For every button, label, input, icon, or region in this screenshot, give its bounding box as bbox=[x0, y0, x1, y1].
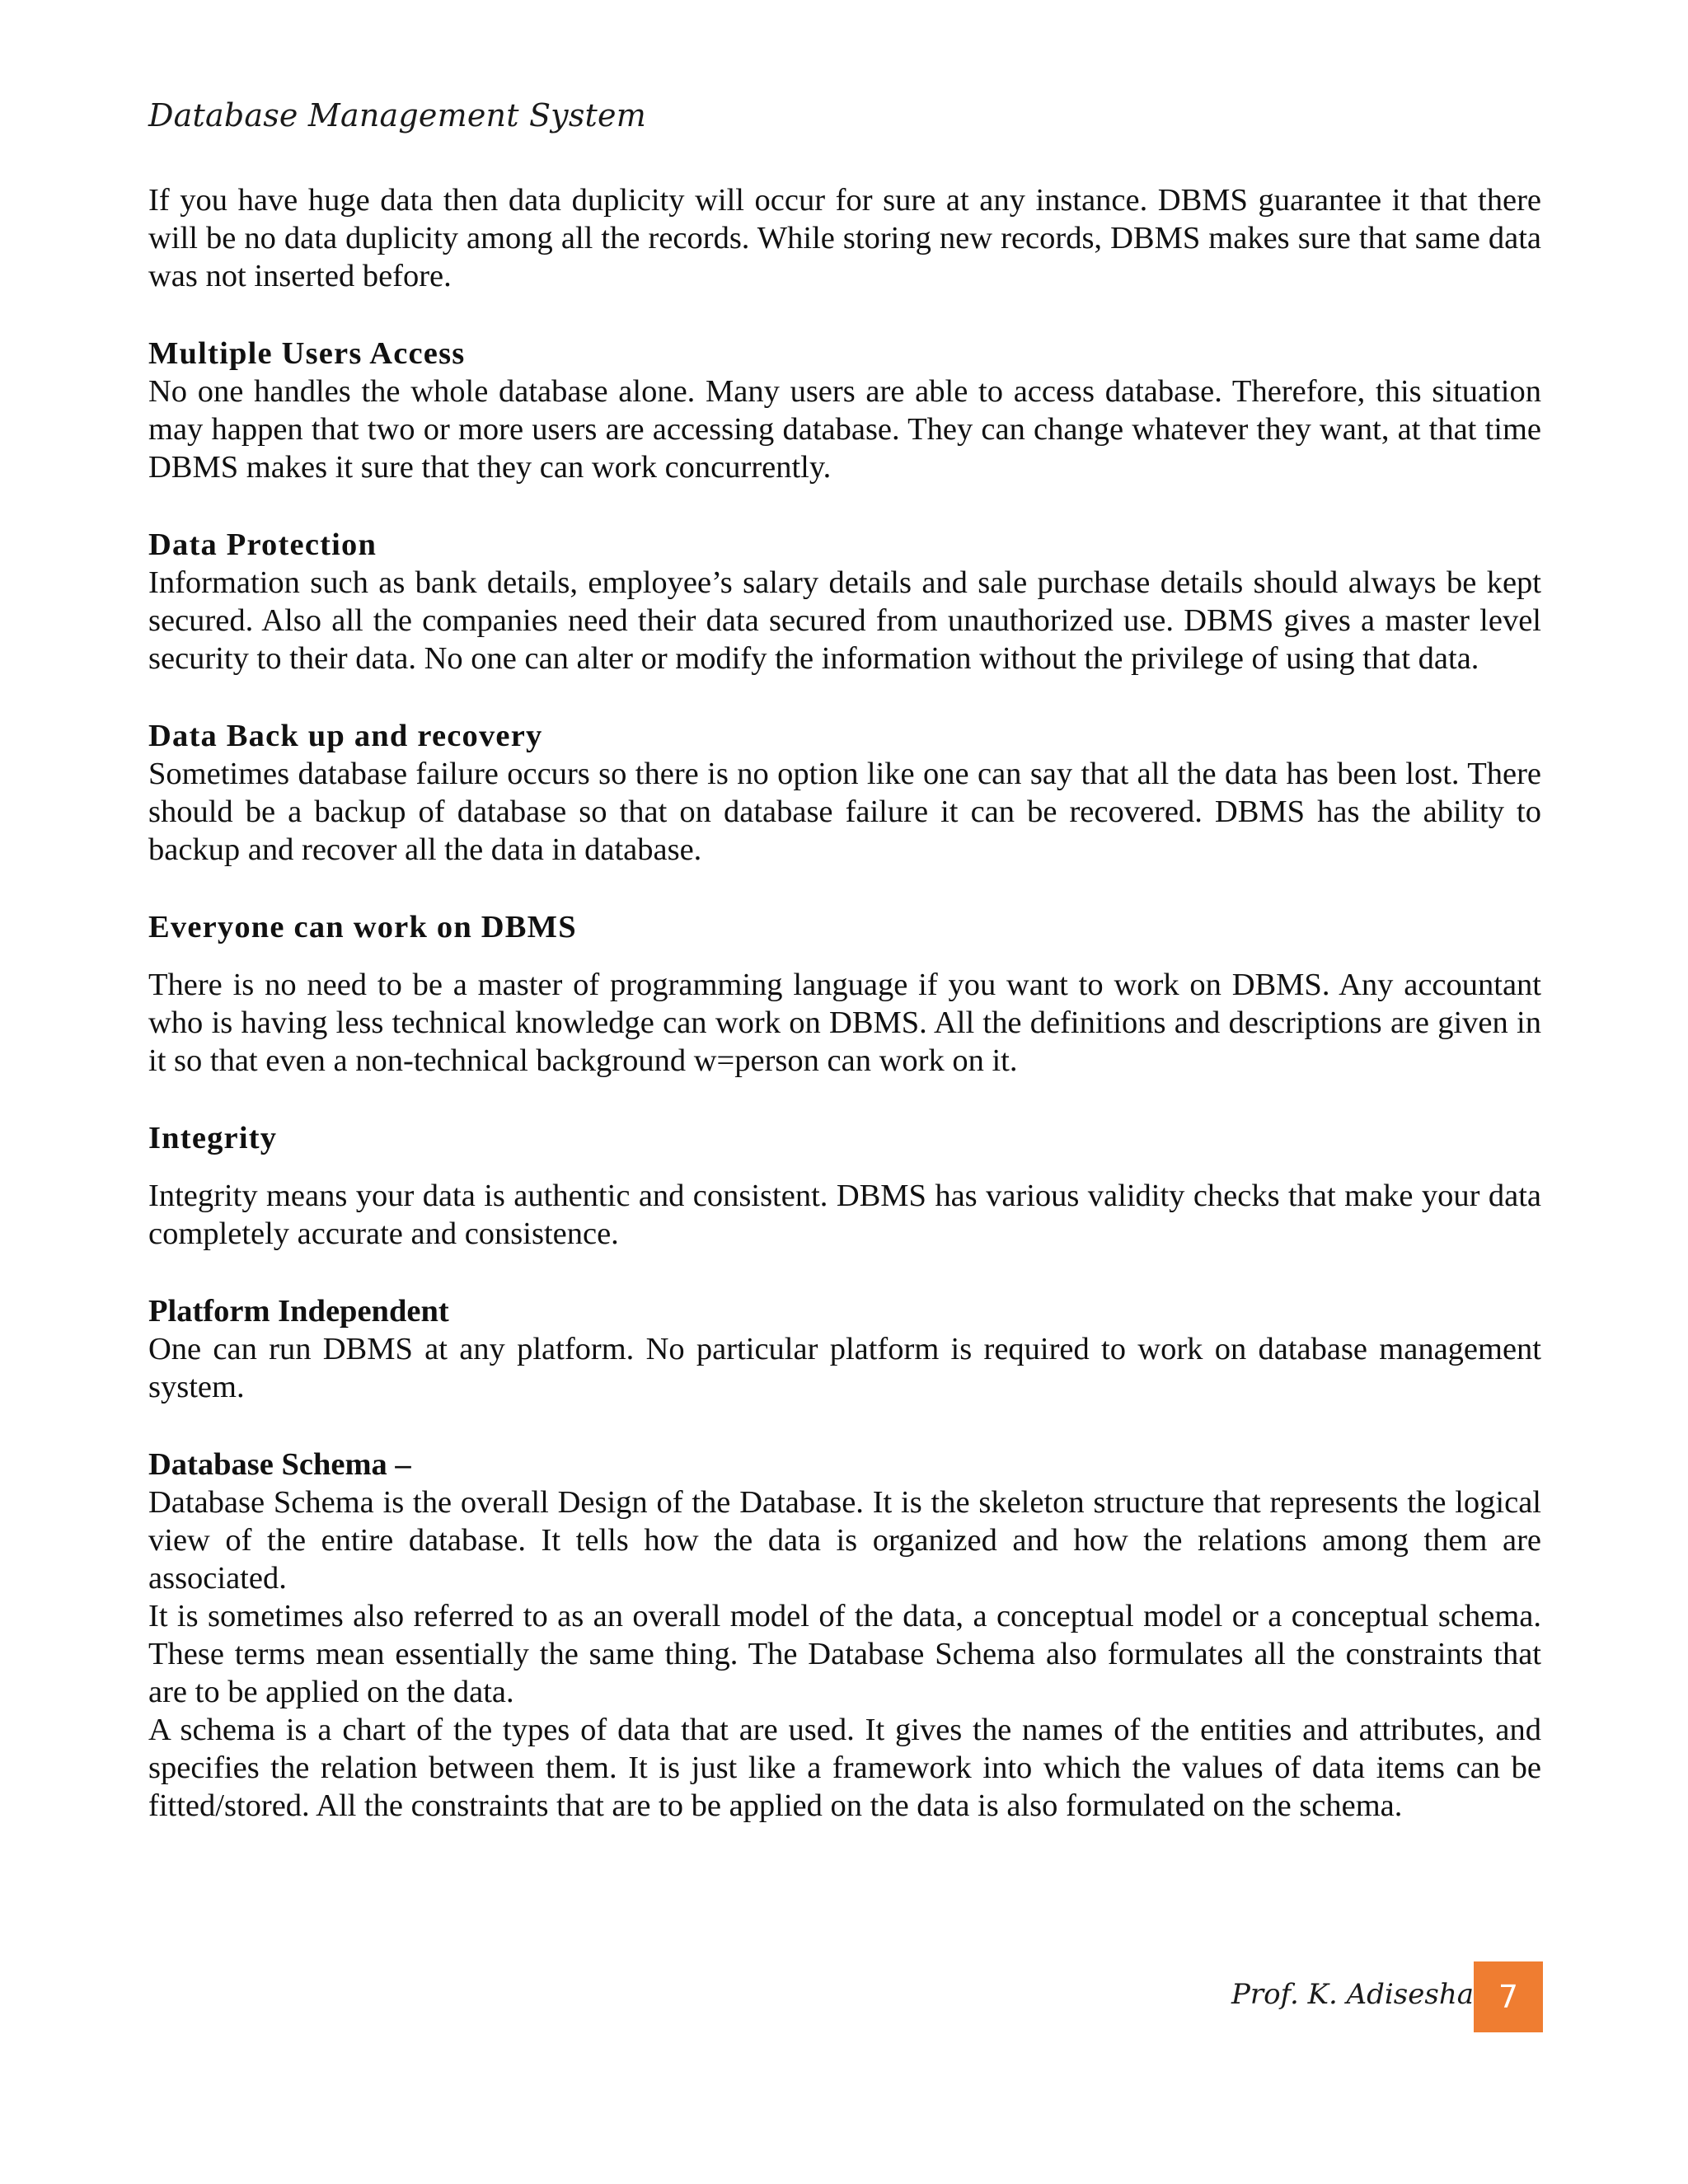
paragraph-multiple-users-access: No one handles the whole database alone. Many users are able to access database. Therefore, this situation may happen that two or more users are accessing database. They can change whatever they want, at that time DBMS makes it sure that they can work concurrently. bbox=[148, 374, 1541, 485]
paragraph-platform-independent: One can run DBMS at any platform. No particular platform is required to work on database management system. bbox=[148, 1332, 1541, 1404]
paragraph-schema-conceptual-model: It is sometimes also referred to as an overall model of the data, a conceptual model or a conceptual schema. These terms mean essentially the same thing. The Database Schema also formulates all the constraints that are to be applied on the data. bbox=[148, 1599, 1541, 1709]
running-header: Database Management System bbox=[148, 97, 646, 134]
paragraph-schema-chart: A schema is a chart of the types of data that are used. It gives the names of the entities and attributes, and specifies the relation between them. It is just like a framework into which the values of data items can be fitted/stored. All the constraints that are to be applied on the data is also formulated on the schema. bbox=[148, 1713, 1541, 1823]
page-number-badge: 7 bbox=[1474, 1961, 1543, 2032]
heading-integrity: Integrity bbox=[148, 1121, 278, 1155]
paragraph-integrity: Integrity means your data is authentic and consistent. DBMS has various validity checks that make your data completely accurate and consistence. bbox=[148, 1179, 1541, 1251]
heading-platform-independent: Platform Independent bbox=[148, 1294, 449, 1329]
document-body bbox=[148, 181, 1541, 1825]
paragraph-data-backup-recovery: Sometimes database failure occurs so there is no option like one can say that all the data has been lost. There should be a backup of database so that on database failure it can be recovered. DBMS has the ability to backup and recover all the data in database. bbox=[148, 757, 1541, 867]
heading-data-backup-recovery: Data Back up and recovery bbox=[148, 719, 543, 753]
heading-database-schema: Database Schema – bbox=[148, 1447, 411, 1482]
heading-data-protection: Data Protection bbox=[148, 527, 377, 562]
paragraph-schema-definition: Database Schema is the overall Design of the Database. It is the skeleton structure that represents the logical view of the entire database. It tells how the data is organized and how the relations among them are associated. bbox=[148, 1485, 1541, 1596]
footer-author: Prof. K. Adisesha bbox=[1231, 1978, 1474, 2011]
heading-multiple-users-access: Multiple Users Access bbox=[148, 336, 466, 371]
paragraph-data-duplicity: If you have huge data then data duplicity will occur for sure at any instance. DBMS guarantee it that there will be no data duplicity among all the records. While storing new records, DBMS makes sure that same data was not inserted before. bbox=[148, 183, 1541, 293]
paragraph-data-protection: Information such as bank details, employee’s salary details and sale purchase details should always be kept secured. Also all the companies need their data secured from unauthorized use. DBMS gives a master level security to their data. No one can alter or modify the information without the privilege of using that data. bbox=[148, 565, 1541, 676]
heading-everyone-can-work: Everyone can work on DBMS bbox=[148, 910, 577, 944]
paragraph-everyone-can-work: There is no need to be a master of programming language if you want to work on DBMS. Any accountant who is having less technical knowledge can work on DBMS. All the definitions and descriptions are given in it so that even a non-technical background w=person can work on it. bbox=[148, 968, 1541, 1078]
